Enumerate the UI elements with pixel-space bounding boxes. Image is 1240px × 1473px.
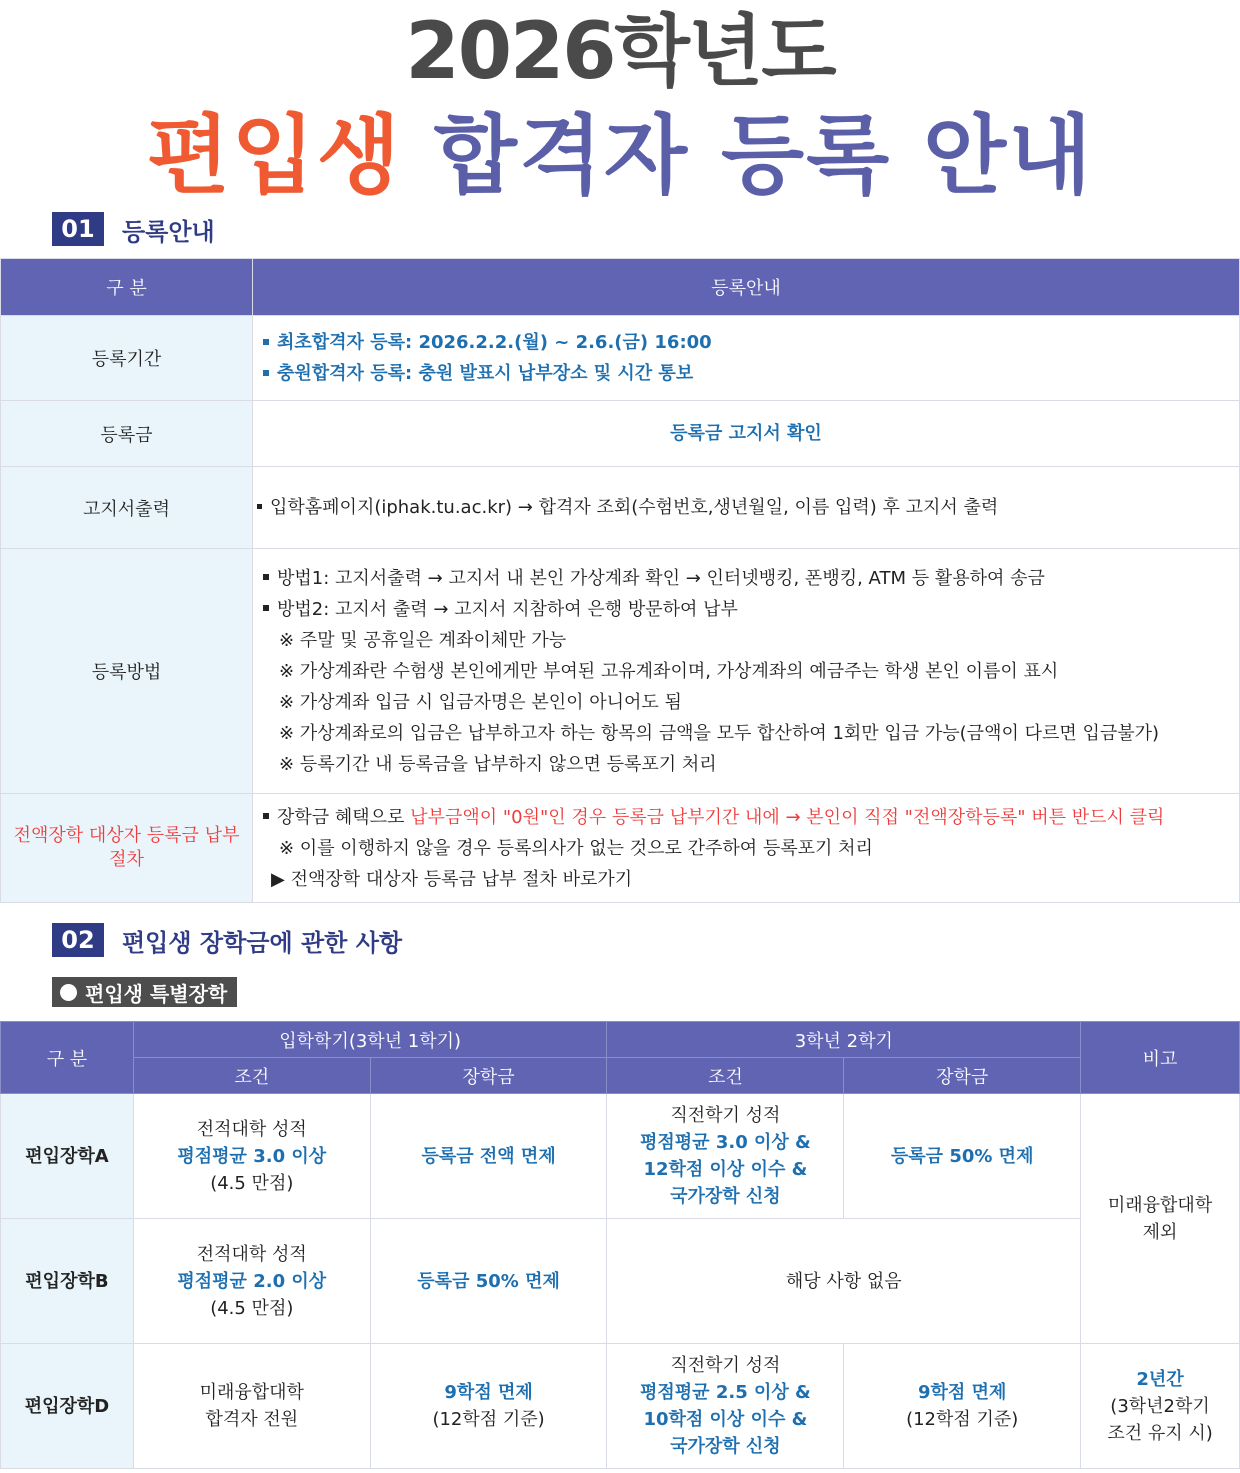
header-condition: 조건: [133, 1058, 370, 1094]
section-1-header: [52, 211, 215, 247]
section-1-title: 등록안내: [122, 217, 215, 246]
row-label: 등록방법: [1, 549, 253, 794]
warning-text: 납부금액이 "0원"인 경우 등록금 납부기간 내에 → 본인이 직접 "전액장학등록" 버튼 반드시 클릭: [410, 806, 1165, 828]
row-label: 등록기간: [1, 316, 253, 401]
row-period: [1, 316, 1240, 401]
text-line: 충원합격자 등록: 충원 발표시 납부장소 및 시간 통보: [277, 363, 694, 384]
row-content: 등록금 고지서 확인: [253, 401, 1240, 467]
note-line: ※ 이를 이행하지 않을 경우 등록의사가 없는 것으로 간주하여 등록포기 처리: [279, 837, 873, 859]
scholarship-cell: [370, 1344, 607, 1469]
header-scholarship: 장학금: [844, 1058, 1081, 1094]
section-2-number: 02: [52, 923, 104, 957]
bullet-icon: [263, 339, 269, 345]
condition-cell: [133, 1219, 370, 1344]
text-line: 평점평균 2.5 이상 &: [640, 1382, 811, 1403]
table-row-d: [1, 1344, 1240, 1469]
note-line: ※ 가상계좌로의 입금은 납부하고자 하는 항목의 금액을 모두 합산하여 1회만 입금 가능(금액이 다르면 입금불가): [279, 722, 1160, 744]
scholarship-table: [0, 1021, 1240, 1469]
text-line: 평점평균 3.0 이상 &: [640, 1132, 811, 1153]
text-line: 미래융합대학: [199, 1382, 304, 1403]
table-header-row: [1, 1022, 1240, 1058]
text-line: (4.5 만점): [210, 1172, 294, 1194]
condition-cell: [607, 1094, 844, 1219]
table-subheader-row: [1, 1058, 1240, 1094]
row-label: 고지서출력: [1, 467, 253, 549]
text-line: 평점평균 2.0 이상: [177, 1270, 327, 1292]
header-scholarship: 장학금: [370, 1058, 607, 1094]
text-line: 제외: [1142, 1221, 1178, 1243]
bullet-icon: [263, 370, 269, 376]
text-line: 직전학기 성적: [670, 1105, 781, 1126]
text-line: (12학점 기준): [906, 1409, 1019, 1430]
text-line: 전적대학 성적: [196, 1243, 307, 1265]
sub-section-title: 편입생 특별장학: [85, 981, 228, 1006]
row-method: [1, 549, 1240, 794]
note-line: ※ 가상계좌 입금 시 입금자명은 본인이 아니어도 됨: [279, 691, 682, 713]
text-line: 9학점 면제: [444, 1382, 533, 1403]
bullet-icon: [263, 605, 269, 611]
row-fee: [1, 401, 1240, 467]
header-entry-semester: 입학학기(3학년 1학기): [133, 1022, 607, 1058]
row-content: [253, 794, 1240, 903]
text-line: 12학점 이상 이수 &: [643, 1159, 808, 1180]
title-highlight: 편입생: [146, 106, 402, 206]
text-line: 직전학기 성적: [670, 1355, 781, 1376]
scholarship-cell: 등록금 50% 면제: [844, 1094, 1081, 1219]
note-cell: [1081, 1094, 1240, 1344]
registration-table: [0, 258, 1240, 903]
scholarship-cell: [844, 1344, 1081, 1469]
row-label: 전액장학 대상자 등록금 납부 절차: [1, 794, 253, 903]
text-line: (12학점 기준): [432, 1409, 545, 1430]
note-line: ※ 등록기간 내 등록금을 납부하지 않으면 등록포기 처리: [279, 753, 717, 775]
scholarship-cell: 등록금 50% 면제: [370, 1219, 607, 1344]
text-line: (3학년2학기: [1110, 1395, 1210, 1417]
bullet-icon: [263, 813, 269, 819]
row-content: [253, 549, 1240, 794]
scholarship-cell: 등록금 전액 면제: [370, 1094, 607, 1219]
section-2-header: [52, 922, 402, 958]
section-1-number: 01: [52, 212, 104, 246]
text-line: 10학점 이상 이수 &: [643, 1409, 808, 1430]
text-line: 2년간: [1136, 1368, 1184, 1390]
header-note: 비고: [1081, 1022, 1240, 1094]
note-cell: [1081, 1344, 1240, 1469]
row-scholarship-procedure: [1, 794, 1240, 903]
note-line: ※ 가상계좌란 수험생 본인에게만 부여된 고유계좌이며, 가상계좌의 예금주는 학생 본인 이름이 표시: [279, 660, 1059, 682]
header-second-semester: 3학년 2학기: [607, 1022, 1081, 1058]
header-category: 구 분: [1, 1022, 134, 1094]
row-label: 편입장학B: [1, 1219, 134, 1344]
header-info: 등록안내: [253, 259, 1240, 316]
not-applicable-cell: 해당 사항 없음: [607, 1219, 1081, 1344]
note-line: ※ 주말 및 공휴일은 계좌이체만 가능: [279, 629, 567, 651]
section-2-title: 편입생 장학금에 관한 사항: [122, 928, 403, 957]
table-row-b: [1, 1219, 1240, 1344]
circle-bullet-icon: [60, 984, 77, 1001]
condition-cell: [133, 1344, 370, 1469]
table-row-a: [1, 1094, 1240, 1219]
text-line: 전적대학 성적: [196, 1118, 307, 1140]
bullet-icon: [257, 504, 262, 509]
page-title: [0, 100, 1240, 212]
text-line: 조건 유지 시): [1107, 1422, 1213, 1444]
text-line: 미래융합대학: [1107, 1194, 1213, 1216]
text-line: 방법1: 고지서출력 → 고지서 내 본인 가상계좌 확인 → 인터넷뱅킹, 폰뱅킹, ATM 등 활용하여 송금: [277, 567, 1045, 589]
page-title-year: 2026학년도: [405, 7, 835, 97]
text-line: 최초합격자 등록: 2026.2.2.(월) ~ 2.6.(금) 16:00: [277, 332, 712, 353]
text-line: 평점평균 3.0 이상: [177, 1145, 327, 1167]
text-line: (4.5 만점): [210, 1297, 294, 1319]
condition-cell: [133, 1094, 370, 1219]
row-bill: [1, 467, 1240, 549]
text-line: 방법2: 고지서 출력 → 고지서 지참하여 은행 방문하여 납부: [277, 598, 738, 620]
row-label: 편입장학D: [1, 1344, 134, 1469]
text-line: 입학홈페이지(iphak.tu.ac.kr) → 합격자 조회(수험번호,생년월일, 이름 입력) 후 고지서 출력: [270, 497, 999, 518]
row-label: 등록금: [1, 401, 253, 467]
row-content: [253, 316, 1240, 401]
text-line: 장학금 혜택으로: [277, 806, 411, 828]
condition-cell: [607, 1344, 844, 1469]
table-header-row: [1, 259, 1240, 316]
row-label: 편입장학A: [1, 1094, 134, 1219]
header-category: 구 분: [1, 259, 253, 316]
title-rest: 합격자 등록 안내: [433, 106, 1094, 206]
row-content: [253, 467, 1240, 549]
header-condition: 조건: [607, 1058, 844, 1094]
text-line: 9학점 면제: [918, 1382, 1007, 1403]
text-line: 합격자 전원: [205, 1409, 299, 1430]
text-line: 국가장학 신청: [670, 1186, 781, 1207]
bullet-icon: [263, 574, 269, 580]
text-line: 국가장학 신청: [670, 1436, 781, 1457]
procedure-link[interactable]: ▶ 전액장학 대상자 등록금 납부 절차 바로가기: [271, 868, 633, 890]
sub-section-badge: [52, 977, 237, 1007]
